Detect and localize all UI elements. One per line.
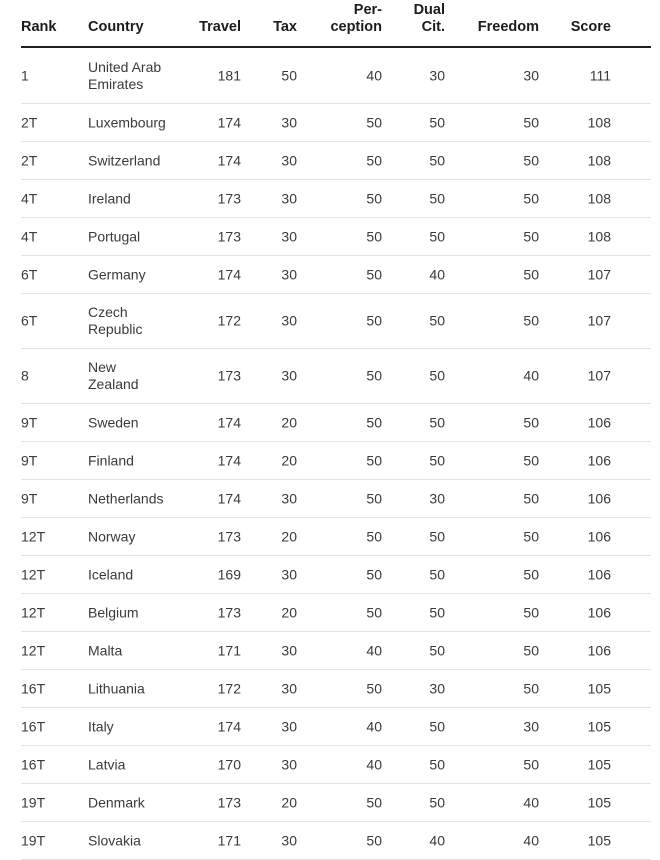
travel-cell: 171 bbox=[217, 642, 241, 658]
rank-cell: 1 bbox=[21, 67, 29, 83]
tax-cell: 30 bbox=[281, 266, 297, 282]
tax-cell: 30 bbox=[281, 832, 297, 848]
freedom-cell: 50 bbox=[523, 266, 539, 282]
tax-cell: 30 bbox=[281, 114, 297, 130]
score-cell: 105 bbox=[587, 756, 611, 772]
dual-citizenship-cell: 50 bbox=[429, 114, 445, 130]
travel-cell: 174 bbox=[217, 152, 241, 168]
dual-citizenship-cell: 50 bbox=[429, 566, 445, 582]
table-row bbox=[21, 404, 651, 442]
country-line1: Germany bbox=[88, 266, 146, 282]
country-line1: Norway bbox=[88, 528, 136, 544]
country-cell bbox=[88, 228, 178, 245]
perception-cell: 40 bbox=[366, 718, 382, 734]
freedom-cell: 40 bbox=[523, 794, 539, 810]
header-country[interactable]: Country bbox=[88, 19, 144, 35]
dual-citizenship-cell: 50 bbox=[429, 756, 445, 772]
score-cell: 106 bbox=[587, 604, 611, 620]
table-row bbox=[21, 442, 651, 480]
country-line2: Emirates bbox=[88, 75, 144, 92]
tax-cell: 30 bbox=[281, 642, 297, 658]
rank-cell: 6T bbox=[21, 266, 38, 282]
freedom-cell: 50 bbox=[523, 604, 539, 620]
table-row bbox=[21, 784, 651, 822]
header-perception-line1: Per- bbox=[353, 2, 382, 18]
dual-citizenship-cell: 50 bbox=[429, 794, 445, 810]
travel-cell: 174 bbox=[217, 490, 241, 506]
travel-cell: 174 bbox=[217, 114, 241, 130]
tax-cell: 30 bbox=[281, 312, 297, 329]
travel-cell: 170 bbox=[217, 756, 241, 772]
table-body bbox=[21, 48, 651, 860]
dual-citizenship-cell: 50 bbox=[429, 152, 445, 168]
tax-cell: 30 bbox=[281, 566, 297, 582]
country-cell bbox=[88, 794, 178, 811]
score-cell: 107 bbox=[587, 266, 611, 282]
perception-cell: 50 bbox=[366, 114, 382, 130]
country-line1: Italy bbox=[88, 718, 114, 734]
tax-cell: 20 bbox=[281, 604, 297, 620]
table-row bbox=[21, 746, 651, 784]
header-perception-line2: ception bbox=[330, 19, 382, 35]
travel-cell: 173 bbox=[217, 794, 241, 810]
header-score[interactable]: Score bbox=[570, 19, 611, 35]
country-line1: Ireland bbox=[88, 190, 131, 206]
travel-cell: 173 bbox=[217, 228, 241, 244]
rank-cell: 19T bbox=[21, 832, 46, 848]
tax-cell: 20 bbox=[281, 794, 297, 810]
rank-cell: 9T bbox=[21, 452, 38, 468]
score-cell: 106 bbox=[587, 566, 611, 582]
country-cell bbox=[88, 490, 178, 507]
country-cell bbox=[88, 680, 178, 697]
perception-cell: 50 bbox=[366, 266, 382, 282]
score-cell: 108 bbox=[587, 228, 611, 244]
country-line1: Portugal bbox=[88, 228, 141, 244]
table-row bbox=[21, 104, 651, 142]
table-header bbox=[21, 0, 651, 48]
freedom-cell: 40 bbox=[523, 367, 539, 384]
dual-citizenship-cell: 40 bbox=[429, 266, 445, 282]
dual-citizenship-cell: 50 bbox=[429, 604, 445, 620]
travel-cell: 173 bbox=[217, 528, 241, 544]
country-line1: Finland bbox=[88, 452, 134, 468]
rank-cell: 12T bbox=[21, 566, 46, 582]
table-row bbox=[21, 556, 651, 594]
header-freedom[interactable]: Freedom bbox=[477, 19, 539, 35]
country-cell bbox=[88, 190, 178, 207]
country-cell bbox=[88, 528, 178, 545]
country-cell bbox=[88, 642, 178, 659]
country-line2: Zealand bbox=[88, 376, 139, 392]
freedom-cell: 50 bbox=[523, 756, 539, 772]
perception-cell: 50 bbox=[366, 452, 382, 468]
travel-cell: 171 bbox=[217, 832, 241, 848]
country-cell bbox=[88, 452, 178, 469]
header-perception[interactable] bbox=[311, 2, 382, 36]
country-line1: Belgium bbox=[88, 604, 139, 620]
rank-cell: 2T bbox=[21, 152, 38, 168]
table-row bbox=[21, 594, 651, 632]
header-tax[interactable]: Tax bbox=[273, 19, 297, 35]
country-line1: Lithuania bbox=[88, 680, 145, 696]
perception-cell: 50 bbox=[366, 528, 382, 544]
table-row bbox=[21, 349, 651, 404]
dual-citizenship-cell: 40 bbox=[429, 832, 445, 848]
table-row bbox=[21, 180, 651, 218]
perception-cell: 50 bbox=[366, 152, 382, 168]
country-cell bbox=[88, 718, 178, 735]
freedom-cell: 30 bbox=[523, 67, 539, 83]
perception-cell: 40 bbox=[366, 756, 382, 772]
perception-cell: 50 bbox=[366, 566, 382, 582]
rank-cell: 2T bbox=[21, 114, 38, 130]
country-cell bbox=[88, 304, 178, 338]
tax-cell: 20 bbox=[281, 452, 297, 468]
score-cell: 106 bbox=[587, 490, 611, 506]
country-line1: Sweden bbox=[88, 414, 139, 430]
dual-citizenship-cell: 30 bbox=[429, 680, 445, 696]
rank-cell: 12T bbox=[21, 528, 46, 544]
rank-cell: 16T bbox=[21, 756, 46, 772]
freedom-cell: 50 bbox=[523, 190, 539, 206]
header-dual-line1: Dual bbox=[413, 2, 445, 18]
tax-cell: 30 bbox=[281, 490, 297, 506]
freedom-cell: 50 bbox=[523, 528, 539, 544]
perception-cell: 50 bbox=[366, 680, 382, 696]
freedom-cell: 50 bbox=[523, 114, 539, 130]
country-line1: Latvia bbox=[88, 756, 126, 772]
country-line1: New bbox=[88, 359, 117, 375]
dual-citizenship-cell: 50 bbox=[429, 452, 445, 468]
travel-cell: 172 bbox=[217, 312, 241, 329]
tax-cell: 30 bbox=[281, 718, 297, 734]
tax-cell: 50 bbox=[281, 67, 297, 83]
tax-cell: 30 bbox=[281, 367, 297, 384]
country-cell bbox=[88, 414, 178, 431]
country-line1: Iceland bbox=[88, 566, 134, 582]
travel-cell: 172 bbox=[217, 680, 241, 696]
table-row bbox=[21, 670, 651, 708]
tax-cell: 30 bbox=[281, 680, 297, 696]
travel-cell: 174 bbox=[217, 718, 241, 734]
freedom-cell: 50 bbox=[523, 490, 539, 506]
score-cell: 108 bbox=[587, 114, 611, 130]
country-cell bbox=[88, 756, 178, 773]
travel-cell: 174 bbox=[217, 266, 241, 282]
rank-cell: 16T bbox=[21, 680, 46, 696]
perception-cell: 50 bbox=[366, 414, 382, 430]
freedom-cell: 50 bbox=[523, 414, 539, 430]
country-line1: Switzerland bbox=[88, 152, 161, 168]
table-row bbox=[21, 142, 651, 180]
perception-cell: 50 bbox=[366, 794, 382, 810]
rank-cell: 6T bbox=[21, 312, 38, 329]
freedom-cell: 50 bbox=[523, 680, 539, 696]
score-cell: 107 bbox=[587, 367, 611, 384]
perception-cell: 40 bbox=[366, 67, 382, 83]
table-row bbox=[21, 294, 651, 349]
perception-cell: 50 bbox=[366, 832, 382, 848]
rank-cell: 4T bbox=[21, 228, 38, 244]
country-line1: Czech bbox=[88, 304, 128, 320]
travel-cell: 174 bbox=[217, 452, 241, 468]
freedom-cell: 40 bbox=[523, 832, 539, 848]
country-line1: Denmark bbox=[88, 794, 145, 810]
rank-cell: 9T bbox=[21, 414, 38, 430]
travel-cell: 173 bbox=[217, 604, 241, 620]
country-line1: Luxembourg bbox=[88, 114, 166, 130]
dual-citizenship-cell: 50 bbox=[429, 228, 445, 244]
perception-cell: 50 bbox=[366, 190, 382, 206]
rank-cell: 12T bbox=[21, 642, 46, 658]
score-cell: 106 bbox=[587, 414, 611, 430]
perception-cell: 40 bbox=[366, 642, 382, 658]
country-cell bbox=[88, 604, 178, 621]
travel-cell: 169 bbox=[217, 566, 241, 582]
travel-cell: 174 bbox=[217, 414, 241, 430]
dual-citizenship-cell: 50 bbox=[429, 367, 445, 384]
table-row bbox=[21, 708, 651, 746]
tax-cell: 30 bbox=[281, 152, 297, 168]
dual-citizenship-cell: 30 bbox=[429, 490, 445, 506]
country-line1: Slovakia bbox=[88, 832, 141, 848]
rank-cell: 8 bbox=[21, 367, 29, 384]
country-cell bbox=[88, 152, 178, 169]
rank-cell: 12T bbox=[21, 604, 46, 620]
header-travel[interactable]: Travel bbox=[199, 19, 241, 35]
country-cell bbox=[88, 59, 178, 93]
freedom-cell: 50 bbox=[523, 228, 539, 244]
country-cell bbox=[88, 114, 178, 131]
perception-cell: 50 bbox=[366, 367, 382, 384]
tax-cell: 30 bbox=[281, 756, 297, 772]
score-cell: 106 bbox=[587, 642, 611, 658]
country-line2: Republic bbox=[88, 321, 143, 337]
country-cell bbox=[88, 266, 178, 283]
dual-citizenship-cell: 50 bbox=[429, 642, 445, 658]
score-cell: 105 bbox=[587, 680, 611, 696]
rank-cell: 19T bbox=[21, 794, 46, 810]
rank-cell: 9T bbox=[21, 490, 38, 506]
freedom-cell: 30 bbox=[523, 718, 539, 734]
score-cell: 107 bbox=[587, 312, 611, 329]
table-row bbox=[21, 256, 651, 294]
rank-cell: 16T bbox=[21, 718, 46, 734]
ranking-table bbox=[21, 0, 651, 860]
table-row bbox=[21, 822, 651, 860]
table-row bbox=[21, 518, 651, 556]
score-cell: 105 bbox=[587, 832, 611, 848]
perception-cell: 50 bbox=[366, 228, 382, 244]
freedom-cell: 50 bbox=[523, 566, 539, 582]
travel-cell: 181 bbox=[217, 67, 241, 83]
tax-cell: 30 bbox=[281, 228, 297, 244]
table-row bbox=[21, 480, 651, 518]
country-cell bbox=[88, 832, 178, 849]
dual-citizenship-cell: 50 bbox=[429, 528, 445, 544]
country-line1: Malta bbox=[88, 642, 123, 658]
freedom-cell: 50 bbox=[523, 642, 539, 658]
dual-citizenship-cell: 50 bbox=[429, 190, 445, 206]
score-cell: 106 bbox=[587, 452, 611, 468]
score-cell: 108 bbox=[587, 190, 611, 206]
tax-cell: 20 bbox=[281, 528, 297, 544]
header-rank[interactable]: Rank bbox=[21, 19, 57, 35]
freedom-cell: 50 bbox=[523, 452, 539, 468]
dual-citizenship-cell: 30 bbox=[429, 67, 445, 83]
dual-citizenship-cell: 50 bbox=[429, 718, 445, 734]
table-row bbox=[21, 48, 651, 104]
perception-cell: 50 bbox=[366, 604, 382, 620]
travel-cell: 173 bbox=[217, 190, 241, 206]
dual-citizenship-cell: 50 bbox=[429, 312, 445, 329]
table-row bbox=[21, 632, 651, 670]
freedom-cell: 50 bbox=[523, 312, 539, 329]
score-cell: 108 bbox=[587, 152, 611, 168]
dual-citizenship-cell: 50 bbox=[429, 414, 445, 430]
score-cell: 106 bbox=[587, 528, 611, 544]
table-row bbox=[21, 218, 651, 256]
header-dual-citizenship[interactable] bbox=[391, 2, 445, 36]
freedom-cell: 50 bbox=[523, 152, 539, 168]
country-line1: Netherlands bbox=[88, 490, 164, 506]
header-dual-line2: Cit. bbox=[421, 19, 445, 35]
score-cell: 105 bbox=[587, 718, 611, 734]
perception-cell: 50 bbox=[366, 490, 382, 506]
score-cell: 105 bbox=[587, 794, 611, 810]
rank-cell: 4T bbox=[21, 190, 38, 206]
score-cell: 111 bbox=[589, 67, 611, 83]
tax-cell: 30 bbox=[281, 190, 297, 206]
country-cell bbox=[88, 566, 178, 583]
perception-cell: 50 bbox=[366, 312, 382, 329]
country-cell bbox=[88, 359, 178, 393]
country-line1: United Arab bbox=[88, 58, 162, 75]
travel-cell: 173 bbox=[217, 367, 241, 384]
tax-cell: 20 bbox=[281, 414, 297, 430]
